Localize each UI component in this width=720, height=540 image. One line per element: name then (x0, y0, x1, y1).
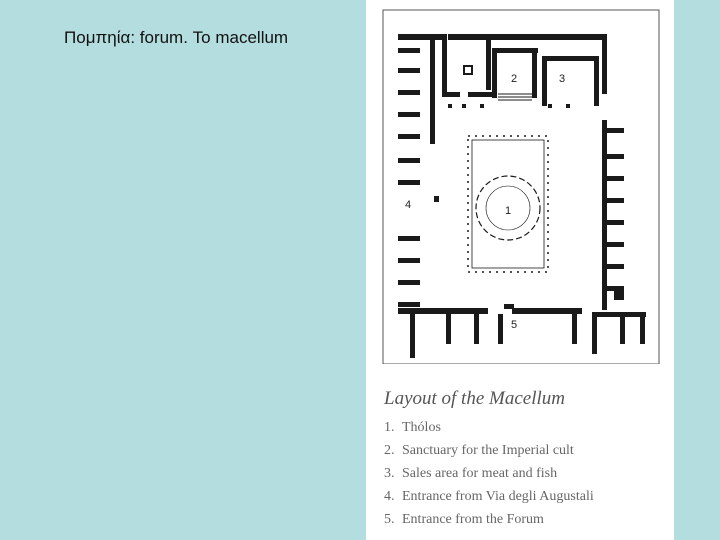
room-wall (442, 34, 447, 94)
bottom-wall (512, 308, 582, 314)
legend-number: 3. (384, 466, 395, 481)
macellum-floor-plan (380, 8, 664, 364)
legend-item (384, 439, 594, 462)
left-shop-wall (398, 258, 420, 263)
legend-text: Thólos (402, 420, 441, 435)
right-wall (602, 120, 607, 310)
plan-label-2: 2 (510, 73, 518, 85)
caption-title: Layout of the Macellum (384, 388, 565, 409)
plan-label-4: 4 (404, 199, 412, 211)
bottom-shop-wall (474, 314, 479, 344)
statue-base (464, 66, 472, 74)
courtyard-inner (472, 140, 544, 268)
room-3-wall (594, 56, 599, 106)
room-wall (486, 34, 491, 90)
left-wall-lower (434, 196, 439, 202)
legend-item (384, 462, 594, 485)
plan-label-3: 3 (558, 73, 566, 85)
legend-number: 5. (384, 512, 395, 527)
bottom-wall (398, 308, 488, 314)
column (480, 104, 484, 108)
right-shop-wall (602, 198, 624, 203)
slide-title: Πομπηία: forum. Το macellum (64, 28, 289, 47)
column (448, 104, 452, 108)
left-shop-wall (398, 236, 420, 241)
legend-item (384, 508, 594, 531)
bottom-shop-wall (410, 314, 415, 358)
legend-text: Sales area for meat and fish (402, 466, 558, 481)
column (548, 104, 552, 108)
right-shop-wall (602, 176, 624, 181)
sanctuary-wall (492, 48, 497, 98)
legend-number: 1. (384, 420, 395, 435)
left-shop-wall (398, 280, 420, 285)
room-3-wall (542, 56, 547, 106)
courtyard (468, 136, 548, 272)
left-shop-wall (398, 302, 420, 307)
bottom-shop-wall (446, 314, 451, 344)
left-wall (430, 34, 435, 144)
room-3-wall (542, 56, 594, 61)
legend-list (384, 416, 594, 531)
sanctuary-wall (492, 48, 538, 53)
right-shop-wall (602, 242, 624, 247)
left-shop-wall (398, 180, 420, 185)
right-wall-bottom (614, 288, 624, 300)
left-shop-wall (398, 48, 420, 53)
bottom-shop-wall (640, 314, 645, 344)
bottom-shop-wall (620, 314, 625, 344)
sanctuary-wall (532, 48, 537, 98)
legend-text: Entrance from the Forum (402, 512, 544, 527)
bottom-shop-wall (572, 314, 577, 344)
room-wall (468, 92, 492, 97)
bottom-wall (592, 312, 646, 317)
left-shop-wall (398, 90, 420, 95)
plan-label-1: 1 (504, 205, 512, 217)
left-shop-wall (398, 134, 420, 139)
bottom-shop-wall (592, 314, 597, 354)
legend-item (384, 485, 594, 508)
plan-panel (366, 0, 674, 540)
column (462, 104, 466, 108)
plan-label-5: 5 (510, 319, 518, 331)
top-wall-right (448, 34, 602, 40)
right-shop-wall (602, 220, 624, 225)
bottom-shop-wall (498, 314, 503, 344)
right-shop-wall (602, 154, 624, 159)
left-shop-wall (398, 112, 420, 117)
legend-text: Sanctuary for the Imperial cult (402, 443, 574, 458)
top-wall (398, 34, 442, 40)
legend-number: 2. (384, 443, 395, 458)
entrance-pier (504, 304, 514, 309)
legend-item (384, 416, 594, 439)
right-shop-wall (602, 128, 624, 133)
column (566, 104, 570, 108)
left-shop-wall (398, 158, 420, 163)
legend-number: 4. (384, 489, 395, 504)
left-shop-wall (398, 68, 420, 73)
legend-text: Entrance from Via degli Augustali (402, 489, 594, 504)
right-shop-wall (602, 264, 624, 269)
room-3-wall (602, 34, 607, 94)
room-wall (442, 92, 460, 97)
